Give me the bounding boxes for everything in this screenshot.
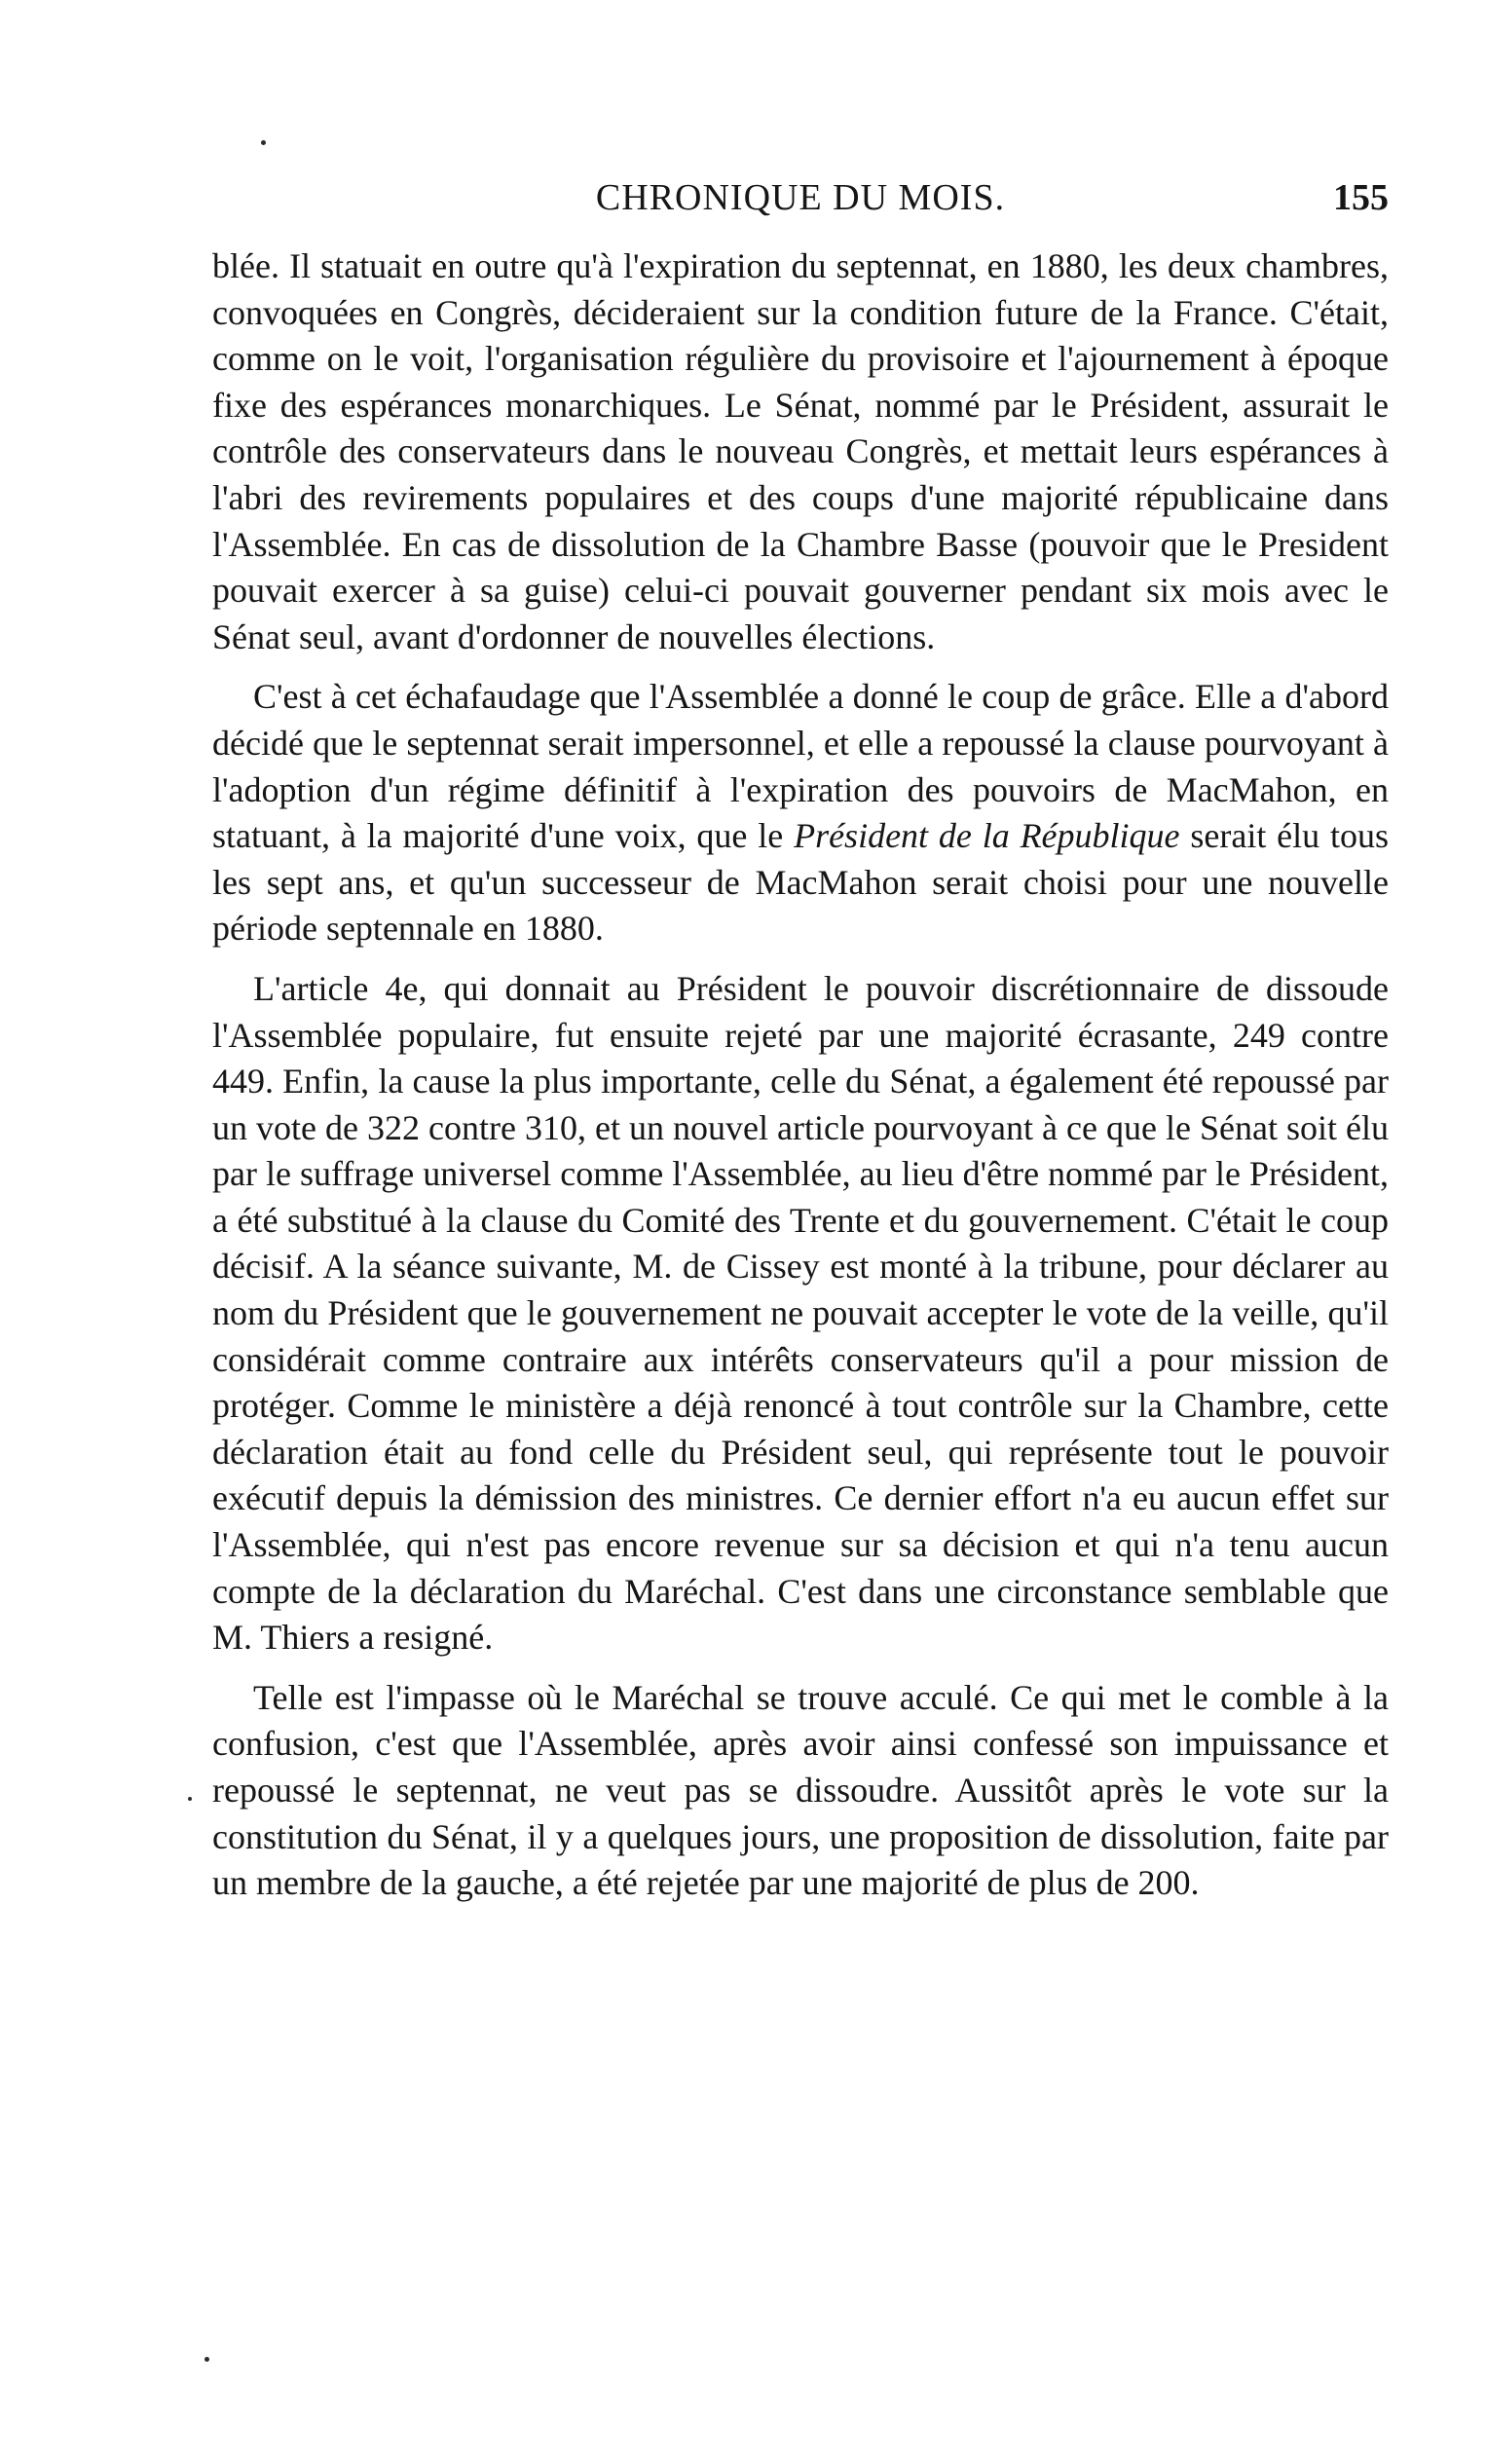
body-text <box>212 243 1389 1921</box>
ink-speck-margin <box>188 1797 192 1801</box>
paragraph-2-part-1: C'est à cet échafaudage que l'Assemblée a donné le coup de grâce. Elle a d'abord décidé que le septennat serait impersonnel, et elle a repoussé la clause pourvoyant à l'adoption d'un régime définitif à l'expiration des pouvoirs de MacMahon, en statuant, à la majorité d'une voix, que le <box>212 677 1389 856</box>
italic-phrase: Président de la République <box>794 816 1180 856</box>
paragraph-2-part-2: serait élu tous les sept ans, et qu'un successeur de MacMahon serait choisi pour une nouvelle période septennale en 1880. <box>212 816 1390 949</box>
paragraph-4: Telle est l'impasse où le Maréchal se trouve acculé. Ce qui met le comble à la confusion, c'est que l'Assemblée, après avoir ainsi confessé son impuissance et repoussé le septennat, ne veut pas se dissoudre. Aussitôt après le vote sur la constitution du Sénat, il y a quelques jours, une proposition de dissolution, faite par un membre de la gauche, a été rejetée par une majorité de plus de 200. <box>212 1677 1389 1903</box>
paragraph-1: blée. Il statuait en outre qu'à l'expiration du septennat, en 1880, les deux chambres, convoquées en Congrès, décideraient sur la condition future de la France. C'était, comme on le voit, l'organisation régulière du provisoire et l'ajournement à époque fixe des espérances monarchiques. Le Sénat, nommé par le Président, assurait le contrôle des conservateurs dans le nouveau Congrès, et mettait leurs espérances à l'abri des revirements populaires et des coups d'une majorité républicaine dans l'Assemblée. En cas de dissolution de la Chambre Basse (pouvoir que le President pouvait exercer à sa guise) celui-ci pouvait gouverner pendant six mois avec le Sénat seul, avant d'ordonner de nouvelles élections. <box>212 246 1389 656</box>
page-number: 155 <box>1333 177 1389 218</box>
ink-speck-bottom <box>204 2357 209 2362</box>
paragraph-2 <box>212 674 1389 952</box>
running-head-title: CHRONIQUE DU MOIS. <box>595 177 1006 218</box>
running-head <box>212 173 1389 222</box>
ink-speck-top <box>261 140 266 145</box>
paragraph-3: L'article 4e, qui donnait au Président le pouvoir discrétionnaire de dissoude l'Assemblée populaire, fut ensuite rejeté par une majorité écrasante, 249 contre 449. Enfin, la cause la plus importante, celle du Sénat, a également été repoussé par un vote de 322 contre 310, et un nouvel article pourvoyant à ce que le Sénat soit élu par le suffrage universel comme l'Assemblée, au lieu d'être nommé par le Président, a été substitué à la clause du Comité des Trente et du gouvernement. C'était le coup décisif. A la séance suivante, M. de Cissey est monté à la tribune, pour déclarer au nom du Président que le gouvernement ne pouvait accepter le vote de la veille, qu'il considérait comme contraire aux intérêts conservateurs qu'il a pour mission de protéger. Comme le ministère a déjà renoncé à tout contrôle sur la Chambre, cette déclaration était au fond celle du Président seul, qui représente tout le pouvoir exécutif depuis la démission des ministres. Ce dernier effort n'a eu aucun effet sur l'Assemblée, qui n'est pas encore revenue sur sa décision et qui n'a tenu aucun compte de la déclaration du Maréchal. C'est dans une circonstance semblable que M. Thiers a resigné. <box>212 968 1389 1658</box>
